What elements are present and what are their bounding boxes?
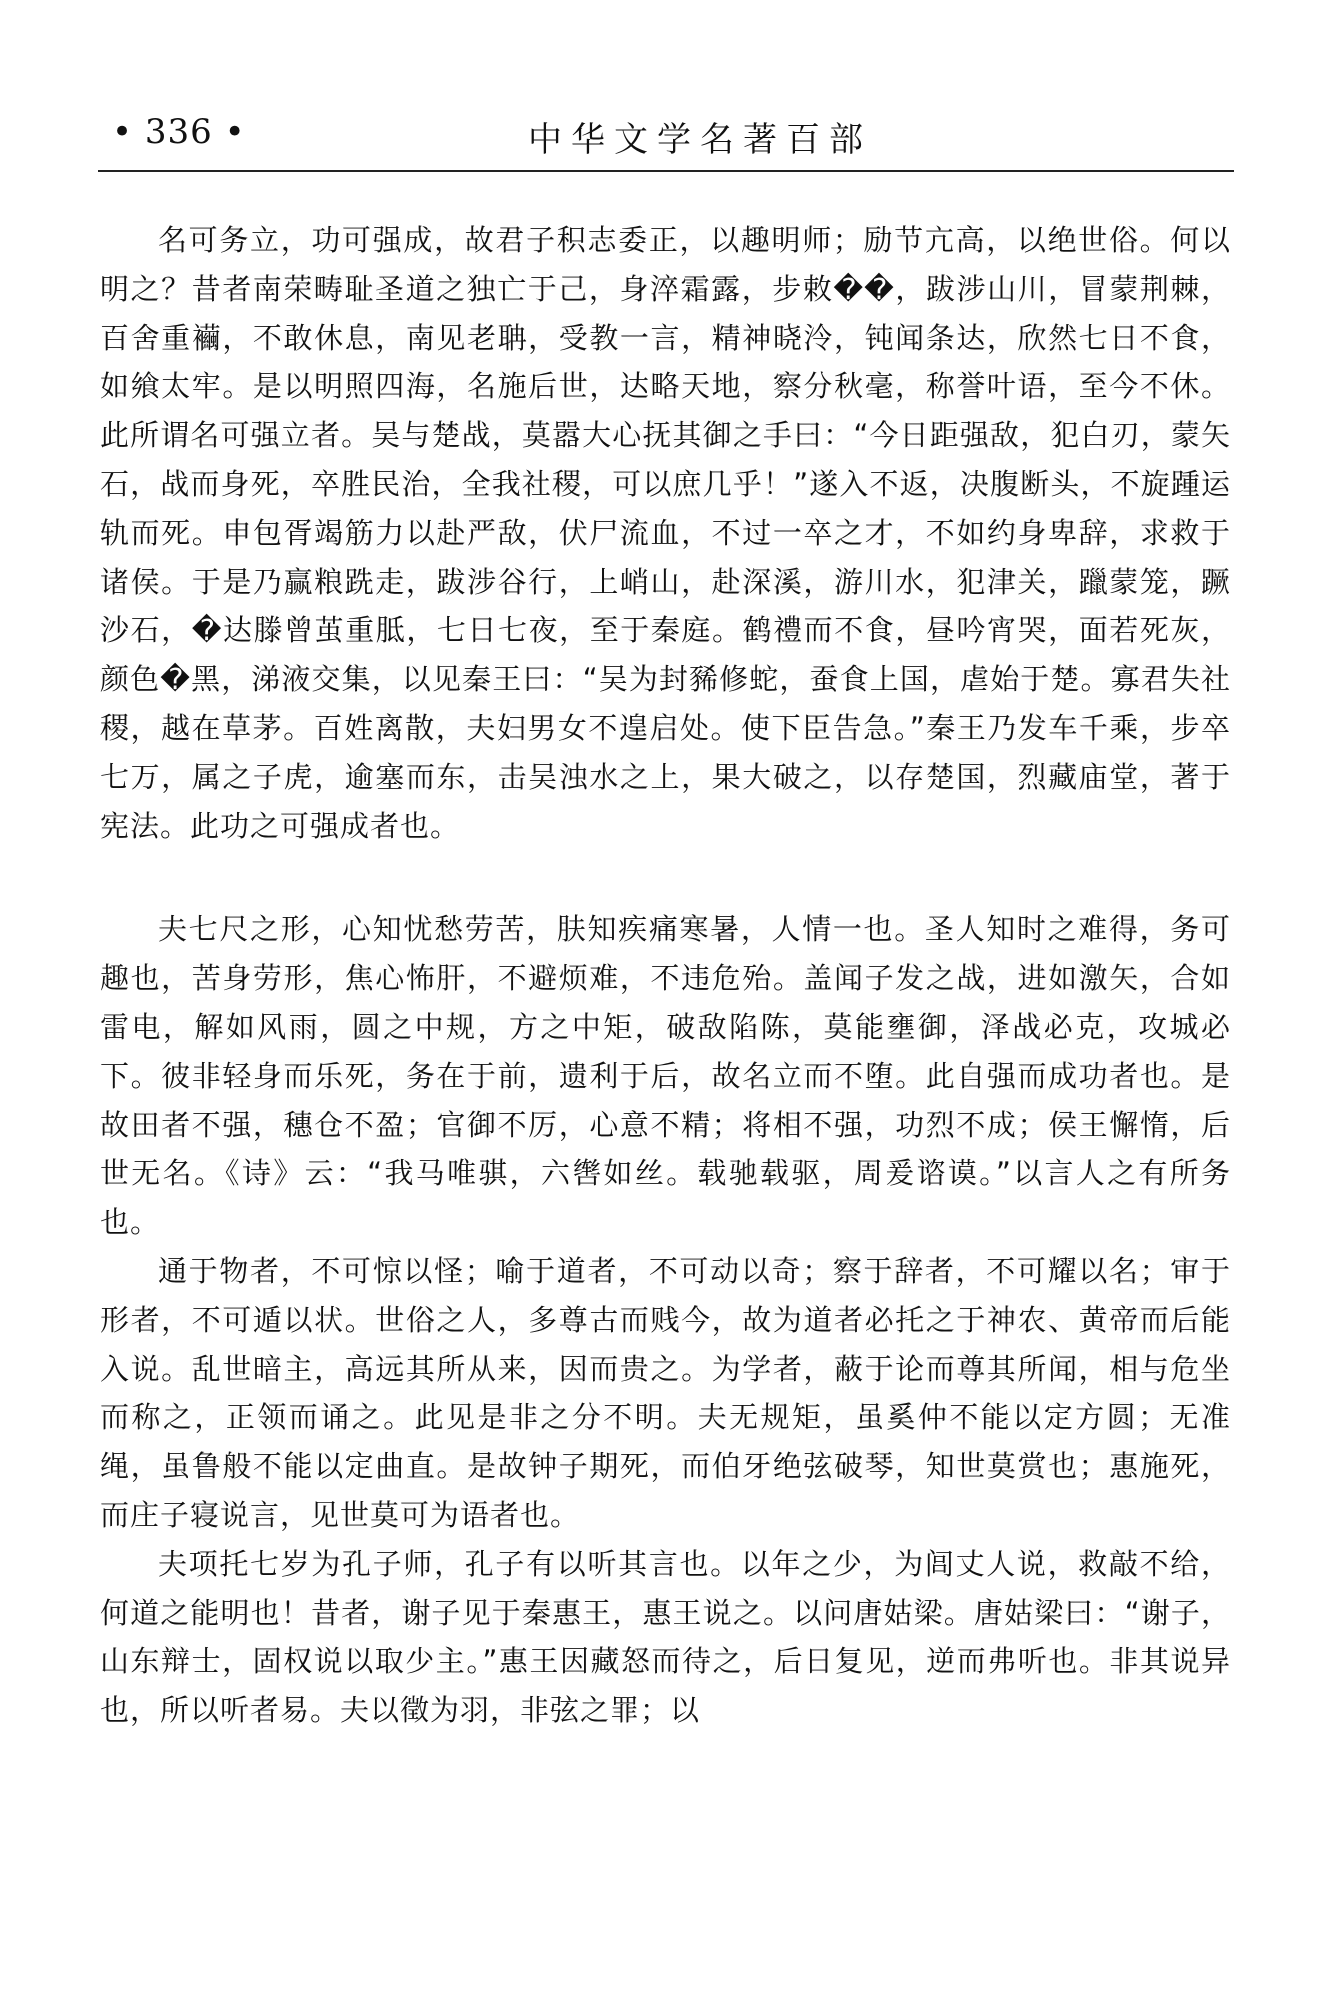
paragraph: 夫七尺之形，心知忧愁劳苦，肤知疾痛寒暑，人情一也。圣人知时之难得，务可趣也，苦身劳形，焦心怖肝，不避烦难，不违危殆。盖闻子发之战，进如激矢，合如雷电，解如风雨，圆之中规，方之中矩，破敌陷陈，莫能壅御，泽战必克，攻城必下。彼非轻身而乐死，务在于前，遗利于后，故名立而不堕。此自强而成功者也。是故田者不强，穗仓不盈；官御不厉，心意不精；将相不强，功烈不成；侯王懈惰，后世无名。《诗》云：“我马唯骐，六辔如丝。载驰载驱，周爰谘谟。”以言人之有所务也。 (100, 912, 1231, 1240)
running-title: 中华文学名著百部 (528, 120, 872, 160)
page-body (100, 216, 1231, 1735)
page-number: • 336 • (112, 112, 246, 152)
paragraph: 通于物者，不可惊以怪；喻于道者，不可动以奇；察于辞者，不可耀以名；审于形者，不可遁以状。世俗之人，多尊古而贱今，故为道者必托之于神农、黄帝而后能入说。乱世暗主，高远其所从来，因而贵之。为学者，蔽于论而尊其所闻，相与危坐而称之，正领而诵之。此见是非之分不明。夫无规矩，虽奚仲不能以定方圆；无准绳，虽鲁般不能以定曲直。是故钟子期死，而伯牙绝弦破琴，知世莫赏也；惠施死，而庄子寝说言，见世莫可为语者也。 (100, 1253, 1231, 1532)
paragraph: 名可务立，功可强成，故君子积志委正，以趣明师；励节亢高，以绝世俗。何以明之？昔者南荣畴耻圣道之独亡于己，身淬霜露，步敕��，跋涉山川，冒蒙荆棘，百舍重襺，不敢休息，南见老聃，受教一言，精神晓泠，钝闻条达，欣然七日不食，如飨太牢。是以明照四海，名施后世，达略天地，察分秋毫，称誉叶语，至今不休。此所谓名可强立者。吴与楚战，莫嚣大心抚其御之手曰：“今日距强敌，犯白刃，蒙矢石，战而身死，卒胜民治，全我社稷，可以庶几乎！”遂入不返，决腹断头，不旋踵运轨而死。申包胥竭筋力以赴严敌，伏尸流血，不过一卒之才，不如约身卑辞，求救于诸侯。于是乃赢粮跣走，跋涉谷行，上峭山，赴深溪，游川水，犯津关，躐蒙笼，蹶沙石，�达滕曾茧重胝，七日七夜，至于秦庭。鹤禮而不食，昼吟宵哭，面若死灰，颜色�黑，涕液交集，以见秦王曰：“吴为封豨修蛇，蚕食上国，虐始于楚。寡君失社稷，越在草茅。百姓离散，夫妇男女不遑启处。使下臣告急。”秦王乃发车千乘，步卒七万，属之子虎，逾塞而东，击吴浊水之上，果大破之，以存楚国，烈藏庙堂，著于宪法。此功之可强成者也。 (100, 223, 1231, 843)
page-header (98, 112, 1234, 172)
paragraph: 夫项托七岁为孔子师，孔子有以听其言也。以年之少，为闾丈人说，救敲不给，何道之能明也！昔者，谢子见于秦惠王，惠王说之。以问唐姑梁。唐姑梁曰：“谢子，山东辩士，固权说以取少主。”惠王因藏怒而待之，后日复见，逆而弗听也。非其说异也，所以听者易。夫以徵为羽，非弦之罪；以 (100, 1546, 1231, 1728)
